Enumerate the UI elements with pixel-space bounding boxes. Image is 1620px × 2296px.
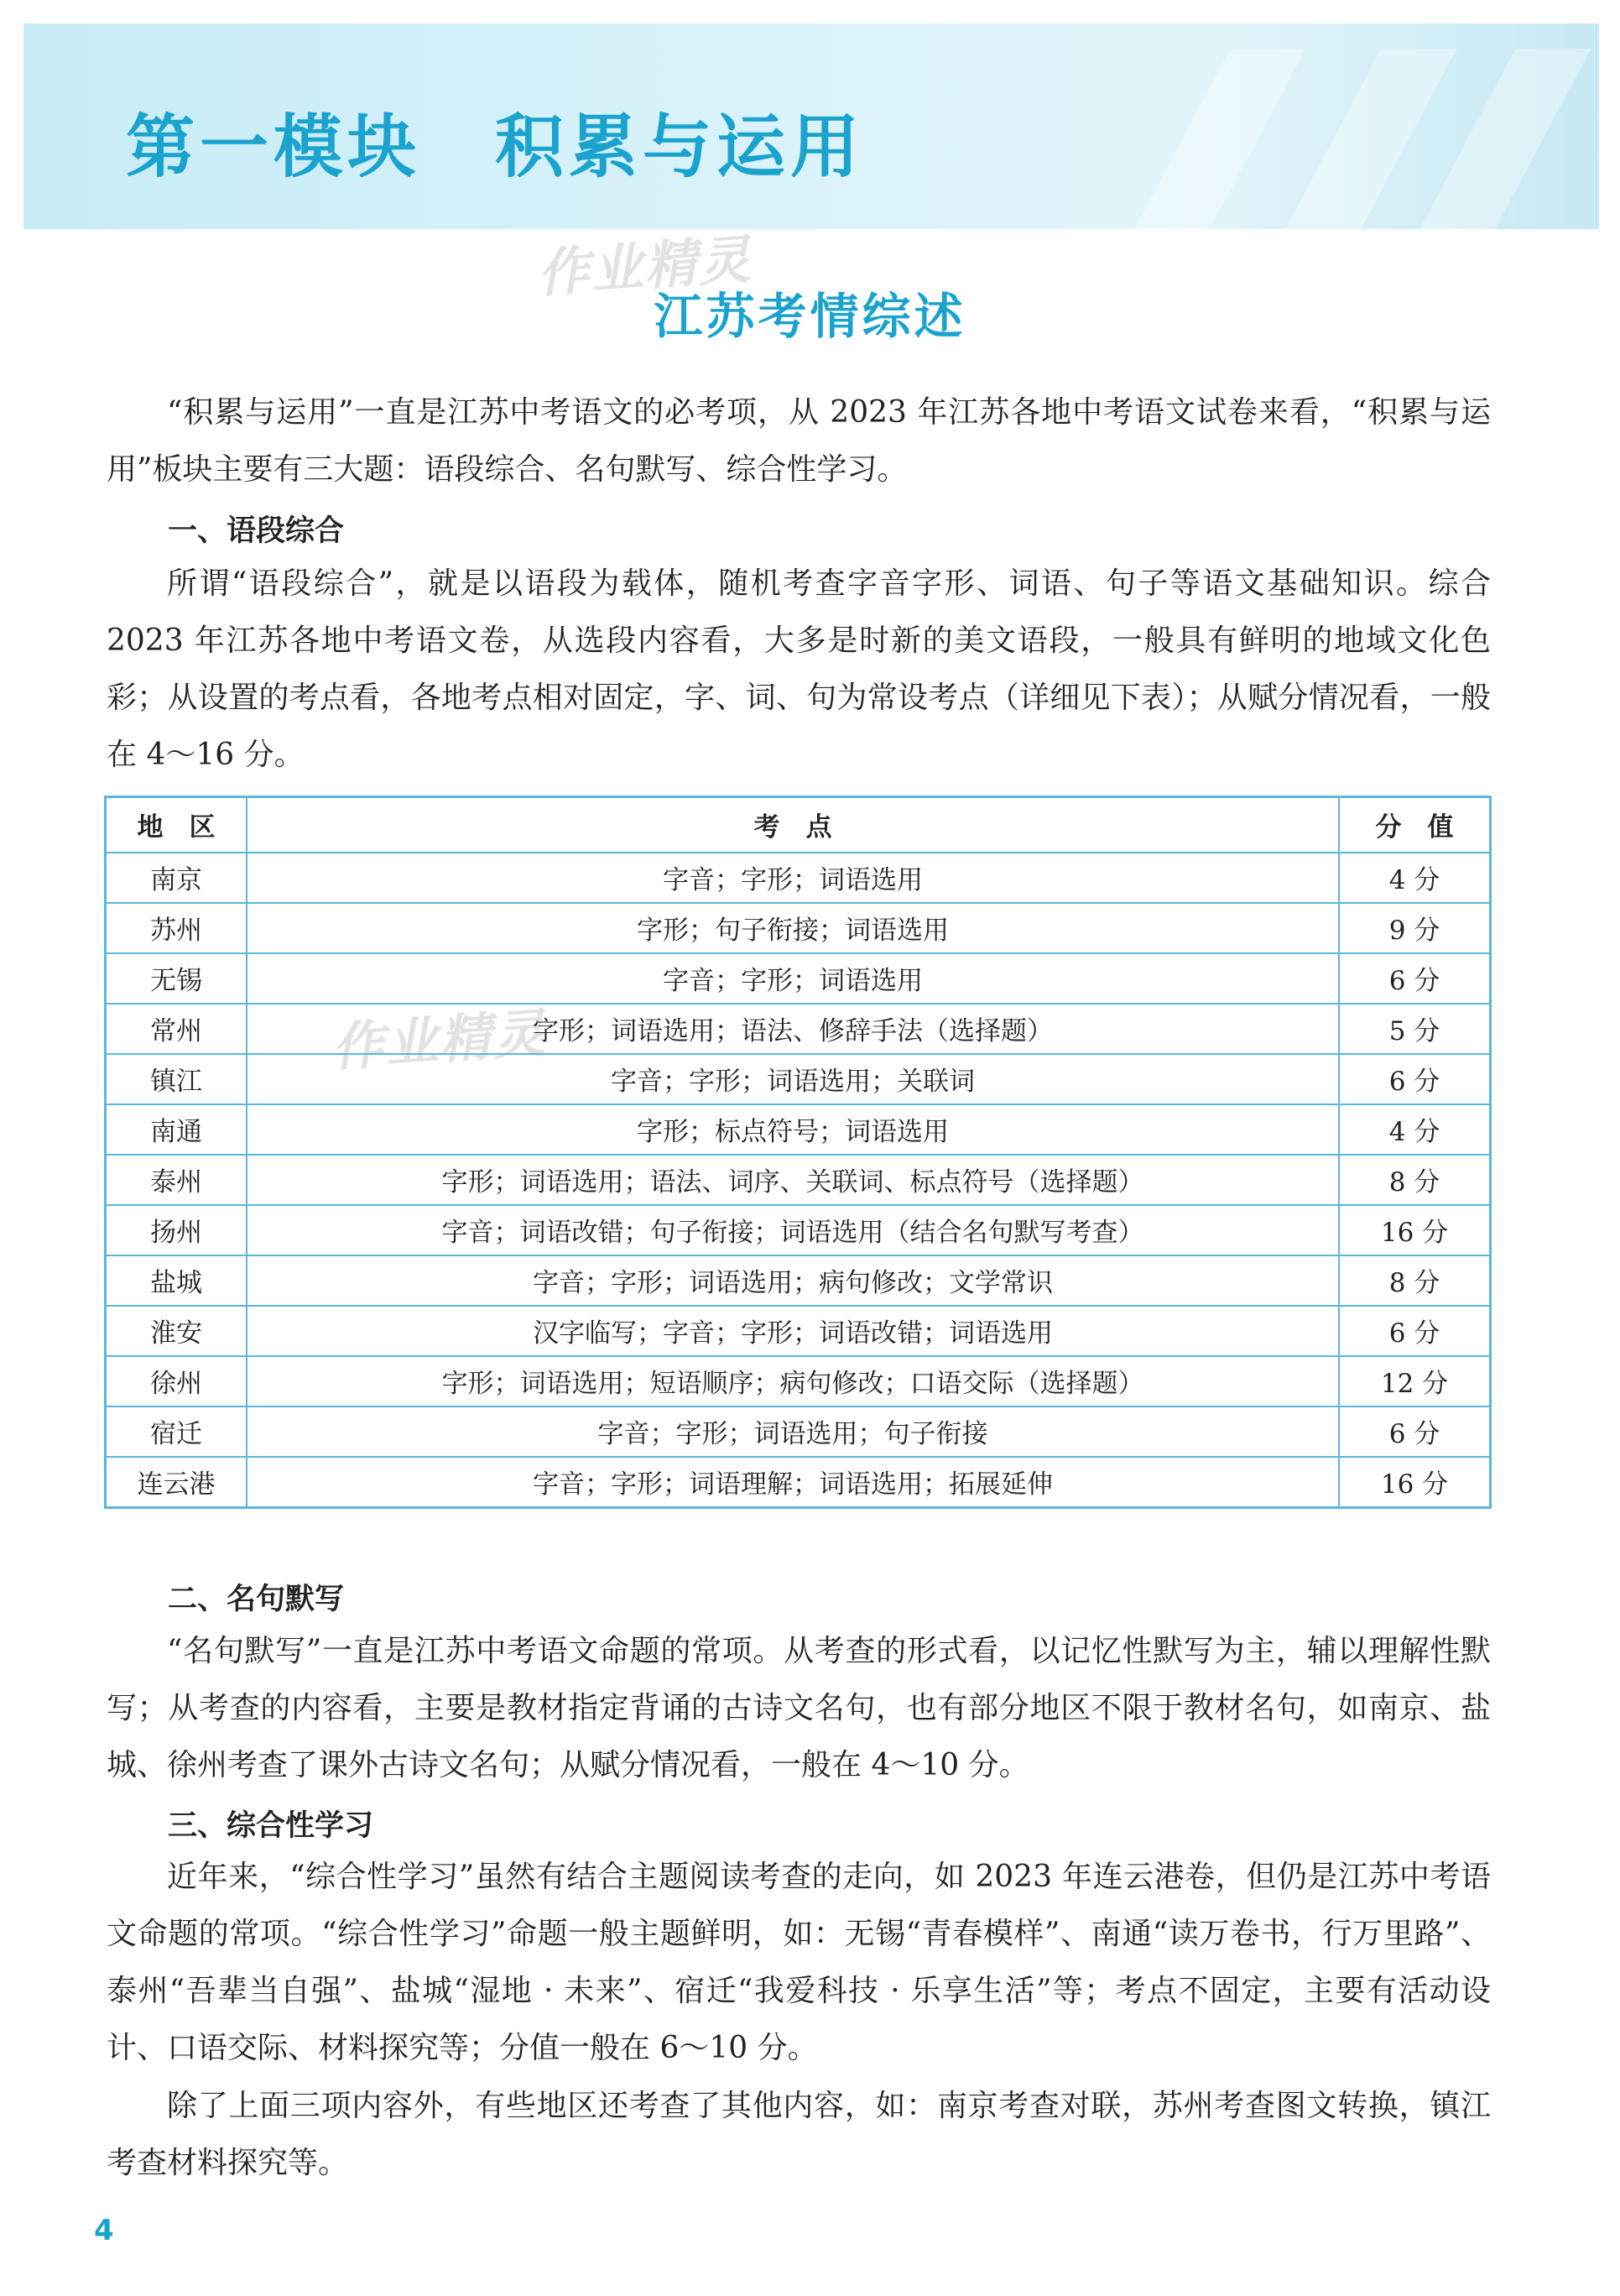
cell-points: 字音；字形；词语选用 (247, 853, 1339, 903)
cell-region: 无锡 (106, 953, 247, 1004)
table-row (106, 1205, 1491, 1255)
closing-paragraph: 除了上面三项内容外，有些地区还考查了其他内容，如：南京考查对联，苏州考查图文转换，镇江考查材料探究等。 (107, 2089, 1491, 2180)
cell-points: 字形；标点符号；词语选用 (247, 1104, 1339, 1155)
cell-score: 16 分 (1339, 1205, 1491, 1255)
module-title: 第一模块 积累与运用 (126, 107, 865, 187)
banner-decoration (1418, 49, 1591, 229)
cell-region: 扬州 (106, 1205, 247, 1255)
cell-region: 淮安 (106, 1306, 247, 1356)
table-row (106, 1406, 1491, 1457)
cell-region: 苏州 (106, 903, 247, 953)
cell-region: 连云港 (106, 1457, 247, 1508)
table-row (106, 1104, 1491, 1155)
cell-points: 字形；词语选用；语法、修辞手法（选择题） (247, 1004, 1339, 1054)
cell-points: 汉字临写；字音；字形；词语改错；词语选用 (247, 1306, 1339, 1356)
cell-points: 字形；词语选用；语法、词序、关联词、标点符号（选择题） (247, 1155, 1339, 1205)
section-title: 江苏考情综述 (654, 288, 966, 345)
cell-score: 6 分 (1339, 1406, 1491, 1457)
table-header-row (106, 797, 1491, 853)
header-region: 地 区 (106, 797, 247, 853)
cell-score: 4 分 (1339, 1104, 1491, 1155)
table-row (106, 1054, 1491, 1104)
cell-points: 字音；字形；词语选用；句子衔接 (247, 1406, 1339, 1457)
exam-points-table (104, 796, 1492, 1509)
page-number: 4 (94, 2214, 114, 2247)
cell-points: 字音；词语改错；句子衔接；词语选用（结合名句默写考查） (247, 1205, 1339, 1255)
table-row (106, 1306, 1491, 1356)
cell-score: 6 分 (1339, 1306, 1491, 1356)
cell-region: 南通 (106, 1104, 247, 1155)
cell-score: 6 分 (1339, 953, 1491, 1004)
cell-score: 9 分 (1339, 903, 1491, 953)
heading-part2: 二、名句默写 (168, 1583, 345, 1616)
cell-score: 8 分 (1339, 1255, 1491, 1306)
cell-points: 字形；词语选用；短语顺序；病句修改；口语交际（选择题） (247, 1356, 1339, 1406)
watermark: 作业精灵 (330, 1002, 549, 1078)
cell-points: 字音；字形；词语选用 (247, 953, 1339, 1004)
table-row (106, 1004, 1491, 1054)
heading-part3: 三、综合性学习 (168, 1809, 374, 1843)
cell-points: 字形；句子衔接；词语选用 (247, 903, 1339, 953)
header-score: 分 值 (1339, 797, 1491, 853)
banner-decoration (1284, 49, 1457, 229)
watermark: 作业精灵 (535, 228, 754, 305)
cell-score: 8 分 (1339, 1155, 1491, 1205)
heading-part1: 一、语段综合 (168, 514, 345, 548)
cell-region: 镇江 (106, 1054, 247, 1104)
cell-region: 盐城 (106, 1255, 247, 1306)
table-row (106, 903, 1491, 953)
part1-paragraph: 所谓“语段综合”，就是以语段为载体，随机考查字音字形、词语、句子等语文基础知识。综合 2023 年江苏各地中考语文卷，从选段内容看，大多是时新的美文语段，一般具有鲜明的地域文化色彩；从设置的考点看，各地考点相对固定，字、词、句为常设考点（详细见下表）；从赋分情况看，一般在 4～16 分。 (107, 566, 1491, 772)
cell-score: 12 分 (1339, 1356, 1491, 1406)
cell-points: 字音；字形；词语选用；病句修改；文学常识 (247, 1255, 1339, 1306)
header-points: 考 点 (247, 797, 1339, 853)
cell-points: 字音；字形；词语理解；词语选用；拓展延伸 (247, 1457, 1339, 1508)
table-row (106, 853, 1491, 903)
table-row (106, 1255, 1491, 1306)
cell-region: 宿迁 (106, 1406, 247, 1457)
cell-region: 常州 (106, 1004, 247, 1054)
intro-paragraph: “积累与运用”一直是江苏中考语文的必考项，从 2023 年江苏各地中考语文试卷来看，“积累与运用”板块主要有三大题：语段综合、名句默写、综合性学习。 (107, 395, 1491, 487)
part3-paragraph: 近年来，“综合性学习”虽然有结合主题阅读考查的走向，如 2023 年连云港卷，但仍是江苏中考语文命题的常项。“综合性学习”命题一般主题鲜明，如：无锡“青春模样”、南通“读万卷书，行万里路”、泰州“吾辈当自强”、盐城“湿地 · 未来”、宿迁“我爱科技 · 乐享生活”等；考点不固定，主要有活动设计、口语交际、材料探究等；分值一般在 6～10 分。 (107, 1860, 1491, 2065)
cell-score: 16 分 (1339, 1457, 1491, 1508)
table-row (106, 953, 1491, 1004)
cell-score: 4 分 (1339, 853, 1491, 903)
cell-score: 5 分 (1339, 1004, 1491, 1054)
table-row (106, 1457, 1491, 1508)
cell-region: 泰州 (106, 1155, 247, 1205)
cell-region: 徐州 (106, 1356, 247, 1406)
cell-region: 南京 (106, 853, 247, 903)
cell-score: 6 分 (1339, 1054, 1491, 1104)
table-row (106, 1356, 1491, 1406)
banner-decoration (1133, 49, 1306, 229)
cell-points: 字音；字形；词语选用；关联词 (247, 1054, 1339, 1104)
table-row (106, 1155, 1491, 1205)
part2-paragraph: “名句默写”一直是江苏中考语文命题的常项。从考查的形式看，以记忆性默写为主，辅以理解性默写；从考查的内容看，主要是教材指定背诵的古诗文名句，也有部分地区不限于教材名句，如南京、盐城、徐州考查了课外古诗文名句；从赋分情况看，一般在 4～10 分。 (107, 1634, 1491, 1782)
